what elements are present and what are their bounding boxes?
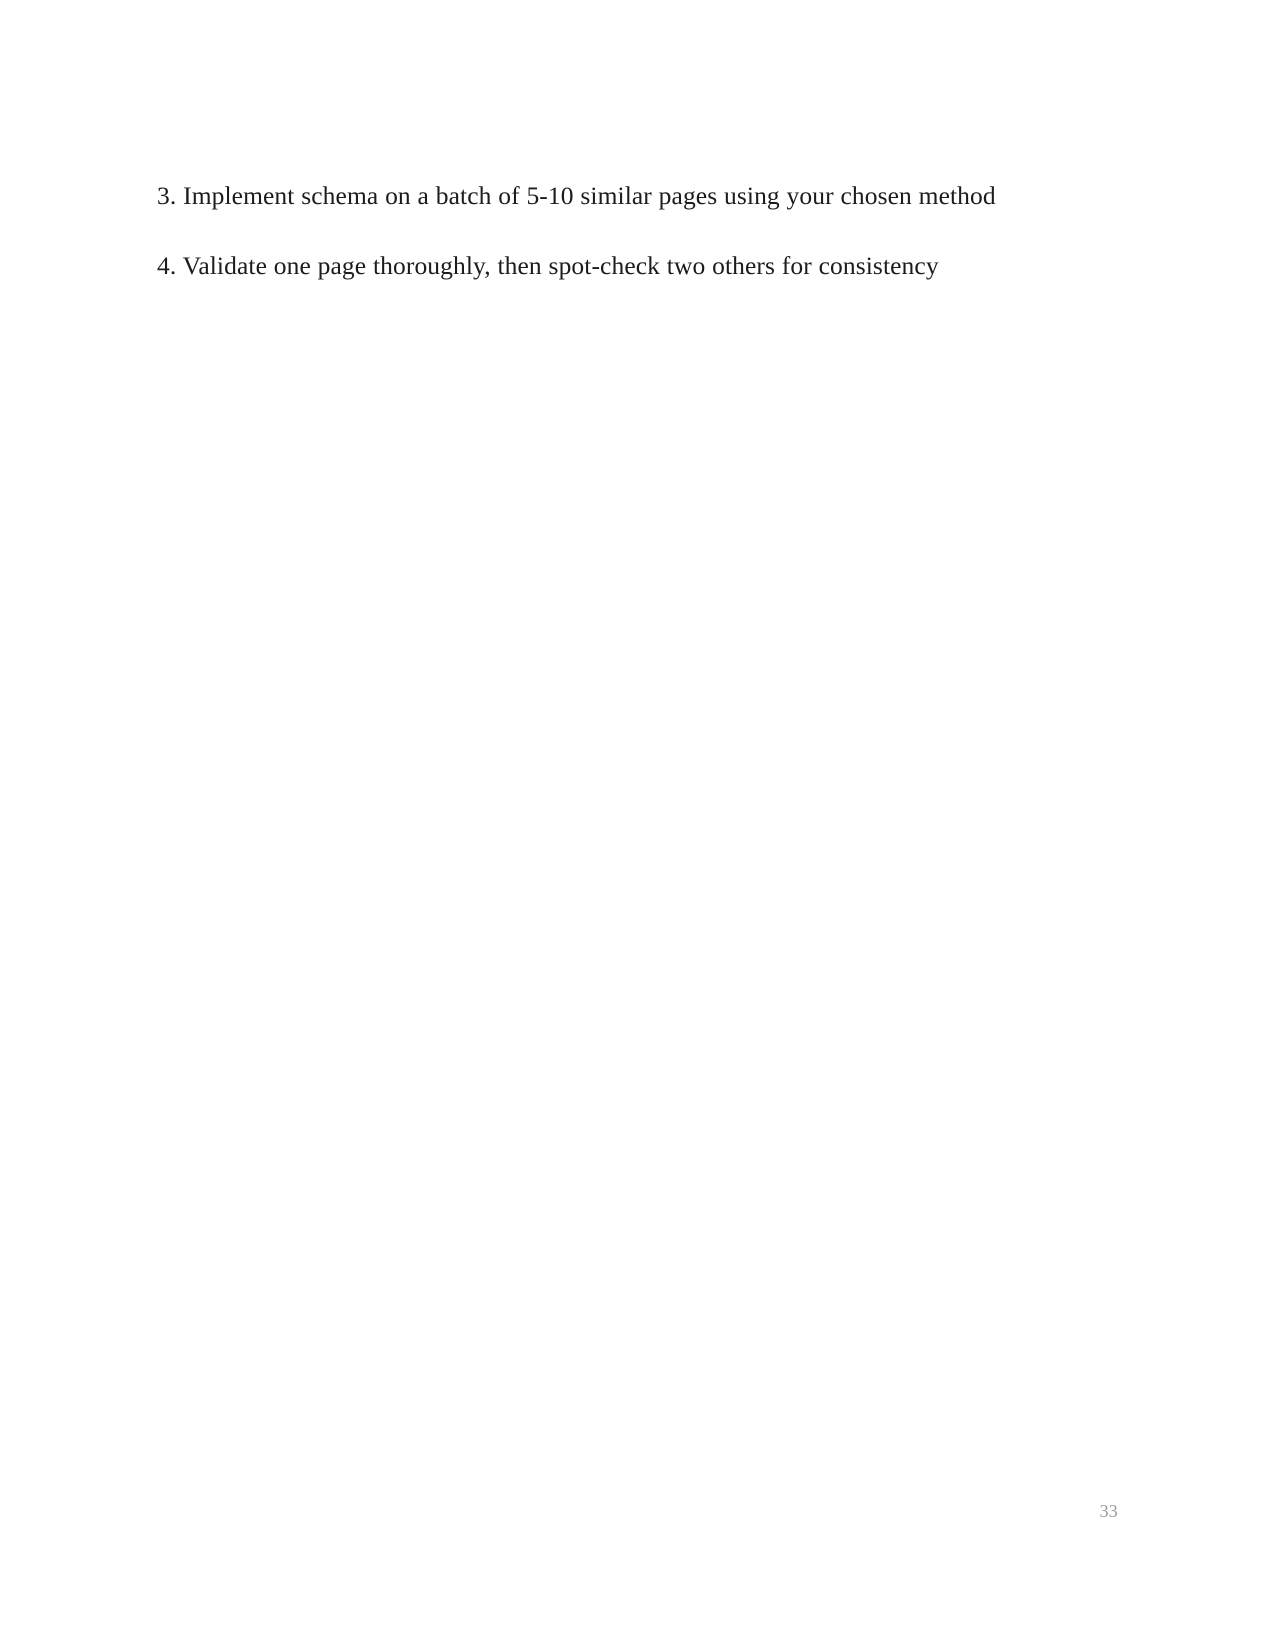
page-number: 33 xyxy=(1099,1501,1118,1521)
list-item: 3. Implement schema on a batch of 5-10 similar pages using your chosen method xyxy=(157,181,996,210)
list-item: 4. Validate one page thoroughly, then spot-check two others for consistency xyxy=(157,251,939,281)
page-body xyxy=(157,178,1117,284)
